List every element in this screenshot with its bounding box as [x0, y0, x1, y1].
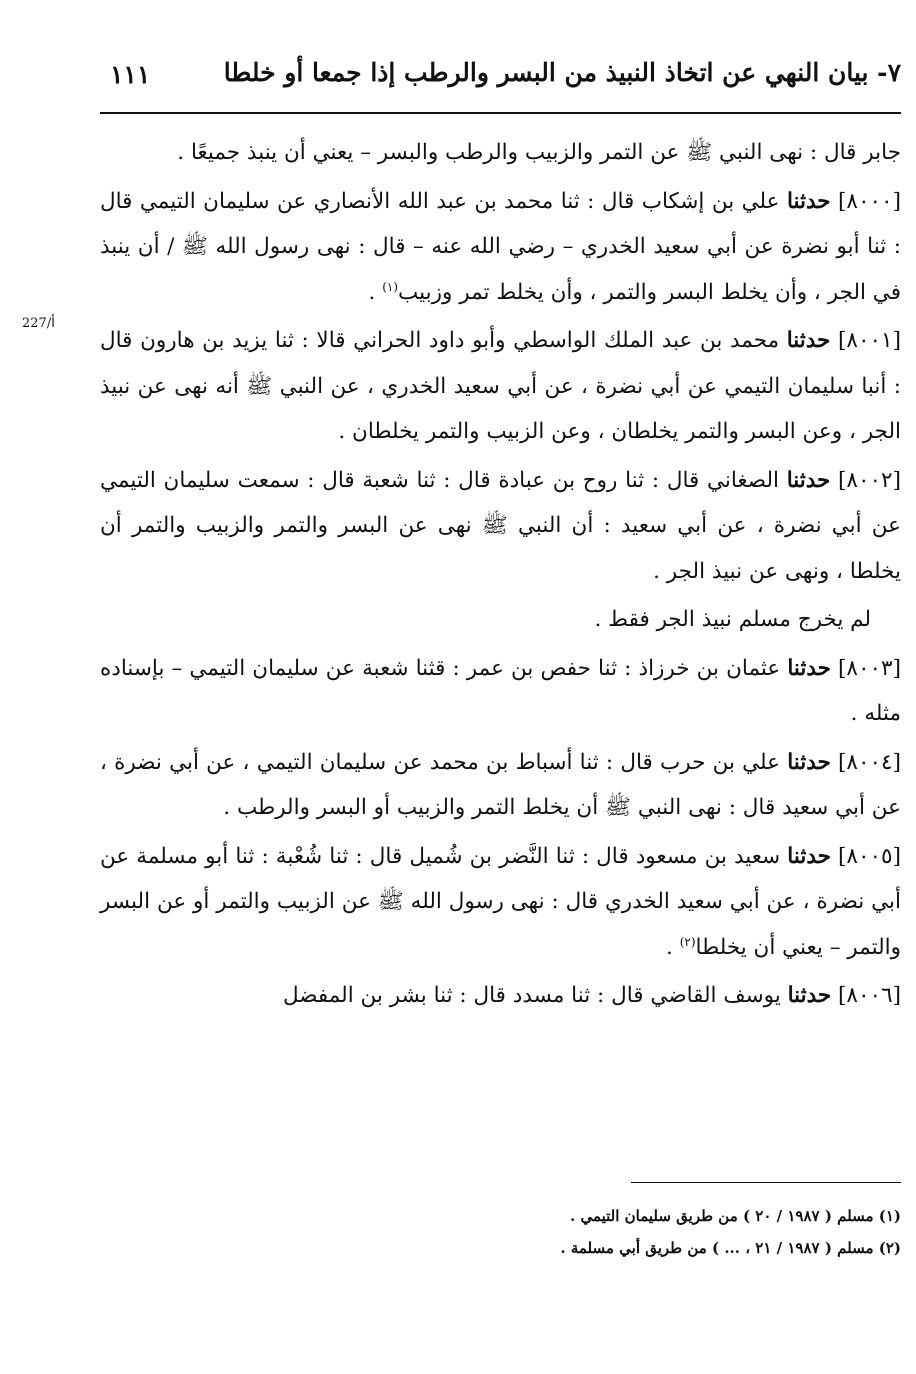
hadith-text: سعيد بن مسعود قال : ثنا النَّضر بن شُميل قال : ثنا شُعْبة : ثنا أبو مسلمة عن أبي نضرة ، عن أبي سعيد الخدري قال : نهى رسول الله ﷺ عن الزبيب والتمر أو عن البسر والتمر – يعني أن يخلطا: [100, 843, 901, 960]
hadith-number: [٨٠٠١]: [830, 328, 901, 353]
main-text: [100, 130, 901, 1022]
hadith-number: [٨٠٠٠]: [830, 188, 901, 214]
chain-keyword: حدثنا: [786, 328, 831, 353]
footnote-marker[interactable]: (٢): [679, 934, 696, 949]
footnotes: [100, 1200, 901, 1264]
chapter-title: ٧- بيان النهي عن اتخاذ النبيذ من البسر والرطب إذا جمعا أو خلطا: [223, 58, 901, 87]
page-header: [100, 58, 901, 108]
hadith-text: علي بن إشكاب قال : ثنا محمد بن عبد الله الأنصاري عن سليمان التيمي قال : ثنا أبو نضرة عن أبي سعيد الخدري – رضي الله عنه – قال : نهى رسول الله ﷺ / أن ينبذ في الجر ، وأن يخلط البسر والتمر ، وأن يخلط تمر وزبيب: [100, 188, 901, 305]
footnote-1: (١) مسلم ( ١٩٨٧ / ٢٠ ) من طريق سليمان التيمي .: [570, 1207, 901, 1225]
chain-keyword: حدثنا: [787, 843, 831, 869]
hadith-number: [٨٠٠٦]: [831, 983, 901, 1008]
hadith-number: [٨٠٠٥]: [830, 843, 901, 869]
hadith-paragraph-8001: [100, 318, 901, 455]
hadith-text: الصغاني قال : ثنا روح بن عبادة قال : ثنا شعبة قال : سمعت سليمان التيمي عن أبي نضرة ، عن أبي سعيد : أن النبي ﷺ نهى عن البسر والتمر والزبيب والتمر أن يخلطا ، ونهى عن نبيذ الجر .: [100, 467, 901, 584]
footnote-marker[interactable]: (١): [382, 279, 399, 294]
footnote-2: (٢) مسلم ( ١٩٨٧ / ٢١ ، ... ) من طريق أبي مسلمة .: [560, 1239, 901, 1257]
hadith-number: [٨٠٠٣]: [830, 655, 901, 681]
hadith-paragraph-8006: [100, 973, 901, 1019]
hadith-number: [٨٠٠٢]: [830, 467, 901, 493]
hadith-text: محمد بن عبد الملك الواسطي وأبو داود الحراني قالا : ثنا يزيد بن هارون قال : أنبا سليمان التيمي عن أبي نضرة ، عن أبي سعيد الخدري ، عن النبي ﷺ أنه نهى عن نبيذ الجر ، وعن البسر والتمر يخلطان ، وعن الزبيب والتمر يخلطان .: [100, 328, 901, 444]
hadith-paragraph-8005: [٨٠٠٥] حدثنا سعيد بن مسعود قال : ثنا النَّضر بن شُميل قال : ثنا شُعْبة : ثنا أبو مسلمة عن أبي نضرة ، عن أبي سعيد الخدري قال : نهى رسول الله ﷺ عن الزبيب والتمر أو عن البسر والتمر – يعني أن يخلطا$^{(٢)}$ .: [100, 843, 901, 960]
header-divider: [100, 112, 901, 114]
page-number: ١١١: [110, 60, 151, 89]
hadith-paragraph-8002: [100, 458, 901, 595]
editor-note: لم يخرج مسلم نبيذ الجر فقط .: [594, 607, 871, 632]
hadith-text: يوسف القاضي قال : ثنا مسدد قال : ثنا بشر بن المفضل: [282, 983, 788, 1008]
hadith-paragraph-8000: [٨٠٠٠] حدثنا علي بن إشكاب قال : ثنا محمد بن عبد الله الأنصاري عن سليمان التيمي قال : ثنا أبو نضرة عن أبي سعيد الخدري – رضي الله عنه – قال : نهى رسول الله ﷺ / أن ينبذ في الجر ، وأن يخلط البسر والتمر ، وأن يخلط تمر وزبيب$^{(١)}$ .: [100, 188, 901, 305]
hadith-text: عثمان بن خرزاذ : ثنا حفص بن عمر : قثنا شعبة عن سليمان التيمي – بإسناده مثله .: [100, 655, 901, 726]
chain-keyword: حدثنا: [787, 749, 831, 775]
hadith-number: [٨٠٠٤]: [830, 749, 901, 775]
chain-keyword: حدثنا: [787, 983, 832, 1008]
chain-keyword: حدثنا: [786, 188, 831, 214]
hadith-paragraph-8004: [100, 740, 901, 831]
footnote-divider: [631, 1182, 901, 1183]
hadith-text: علي بن حرب قال : ثنا أسباط بن محمد عن سليمان التيمي ، عن أبي نضرة ، عن أبي سعيد قال : نهى النبي ﷺ أن يخلط التمر والزبيب أو البسر والرطب .: [100, 749, 901, 820]
hadith-paragraph-8003: [100, 646, 901, 737]
chain-keyword: حدثنا: [787, 655, 831, 681]
manuscript-folio-ref: 227/أ: [22, 316, 55, 331]
hadith-paragraph-0: جابر قال : نهى النبي ﷺ عن التمر والزبيب والرطب والبسر – يعني أن ينبذ جميعًا .: [177, 140, 901, 165]
chain-keyword: حدثنا: [786, 467, 831, 493]
